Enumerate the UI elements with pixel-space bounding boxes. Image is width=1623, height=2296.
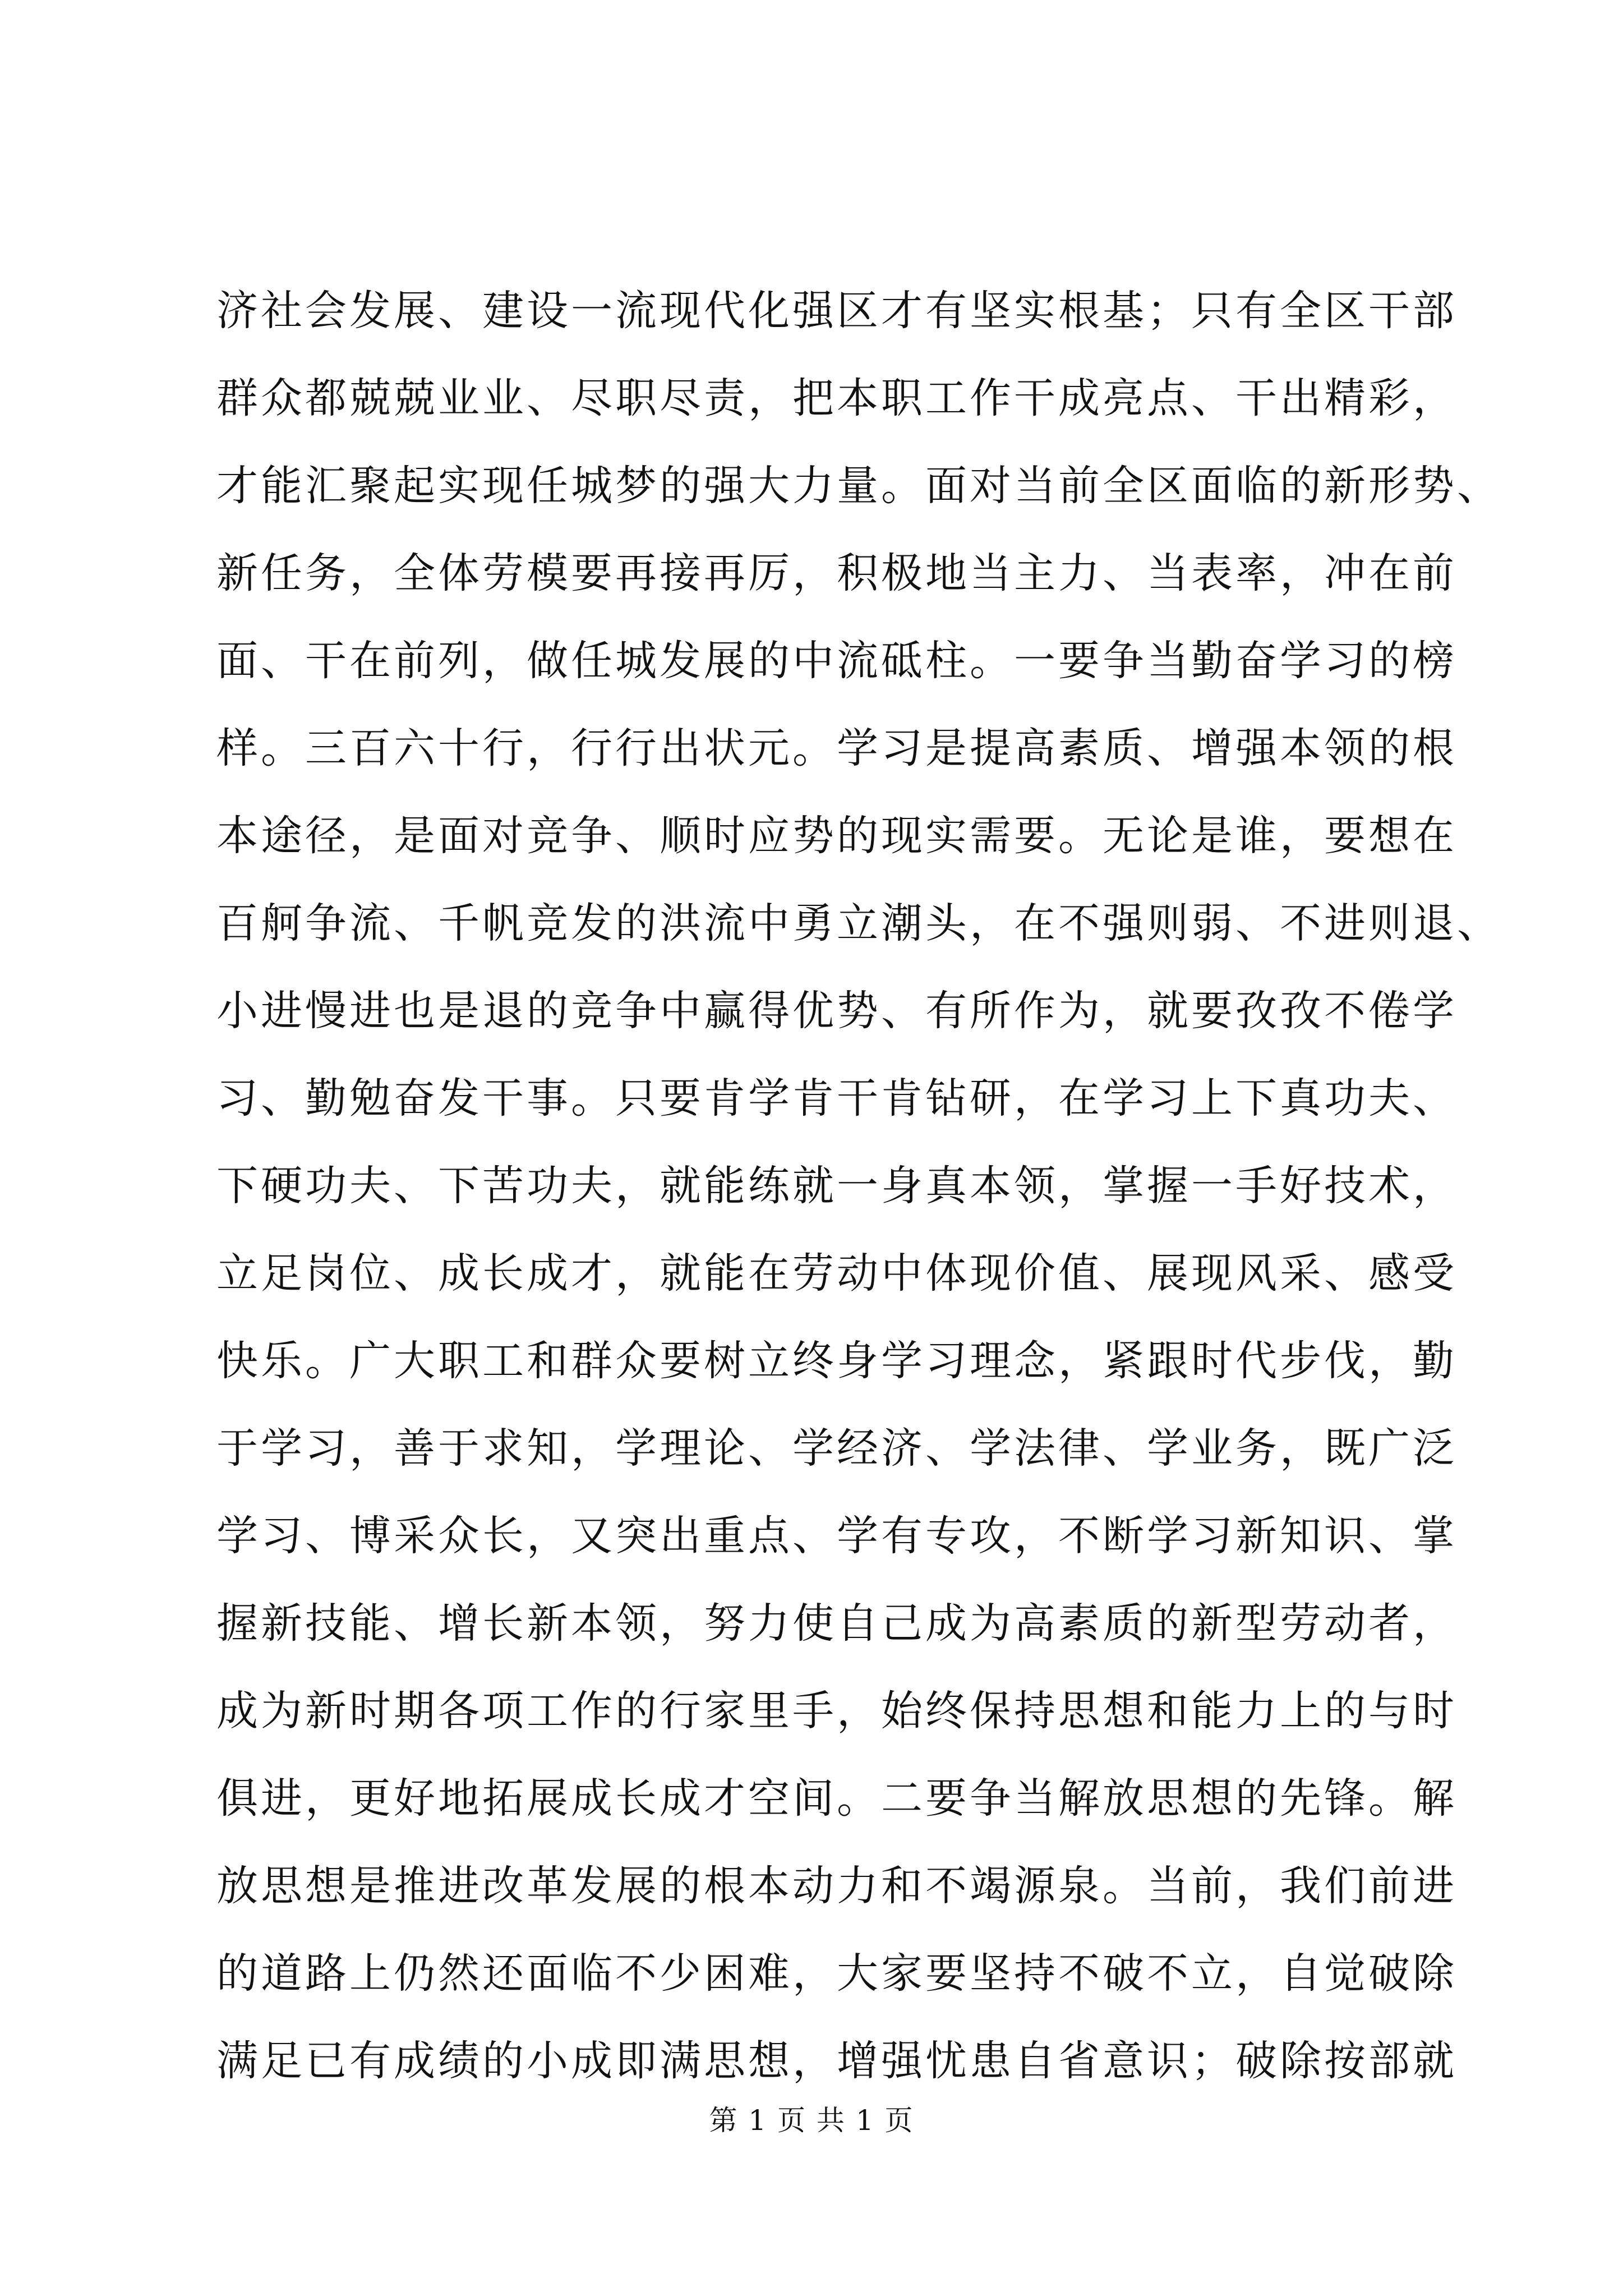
page-footer bbox=[0, 2098, 1623, 2138]
text-line: 快乐。广大职工和群众要树立终身学习理念，紧跟时代步伐，勤 bbox=[216, 1337, 1457, 1385]
page-number-label: 第 1 页 共 1 页 bbox=[709, 2104, 914, 2137]
text-line: 本途径，是面对竞争、顺时应势的现实需要。无论是谁，要想在 bbox=[216, 812, 1457, 860]
text-line: 俱进，更好地拓展成长成才空间。二要争当解放思想的先锋。解 bbox=[216, 1774, 1457, 1823]
text-line: 放思想是推进改革发展的根本动力和不竭源泉。当前，我们前进 bbox=[216, 1862, 1457, 1910]
text-line: 下硬功夫、下苦功夫，就能练就一身真本领，掌握一手好技术， bbox=[216, 1162, 1457, 1210]
text-line: 百舸争流、千帆竞发的洪流中勇立潮头，在不强则弱、不进则退、 bbox=[216, 899, 1501, 947]
text-line: 的道路上仍然还面临不少困难，大家要坚持不破不立，自觉破除 bbox=[216, 1949, 1457, 1998]
text-line: 才能汇聚起实现任城梦的强大力量。面对当前全区面临的新形势、 bbox=[216, 462, 1501, 510]
text-line: 成为新时期各项工作的行家里手，始终保持思想和能力上的与时 bbox=[216, 1687, 1457, 1735]
text-line: 学习、博采众长，又突出重点、学有专攻，不断学习新知识、掌 bbox=[216, 1512, 1457, 1560]
body-text bbox=[216, 267, 1501, 2105]
text-line: 群众都兢兢业业、尽职尽责，把本职工作干成亮点、干出精彩， bbox=[216, 374, 1457, 422]
text-line: 习、勤勉奋发干事。只要肯学肯干肯钻研，在学习上下真功夫、 bbox=[216, 1074, 1457, 1122]
text-line: 满足已有成绩的小成即满思想，增强忧患自省意识；破除按部就 bbox=[216, 2037, 1457, 2085]
text-line: 样。三百六十行，行行出状元。学习是提高素质、增强本领的根 bbox=[216, 724, 1457, 772]
text-line: 新任务，全体劳模要再接再厉，积极地当主力、当表率，冲在前 bbox=[216, 549, 1457, 597]
text-line: 握新技能、增长新本领，努力使自己成为高素质的新型劳动者， bbox=[216, 1599, 1457, 1648]
text-line: 立足岗位、成长成才，就能在劳动中体现价值、展现风采、感受 bbox=[216, 1249, 1457, 1297]
text-line: 于学习，善于求知，学理论、学经济、学法律、学业务，既广泛 bbox=[216, 1424, 1457, 1473]
text-line: 济社会发展、建设一流现代化强区才有坚实根基；只有全区干部 bbox=[216, 287, 1457, 335]
text-line: 小进慢进也是退的竞争中赢得优势、有所作为，就要孜孜不倦学 bbox=[216, 987, 1457, 1035]
text-line: 面、干在前列，做任城发展的中流砥柱。一要争当勤奋学习的榜 bbox=[216, 637, 1457, 685]
